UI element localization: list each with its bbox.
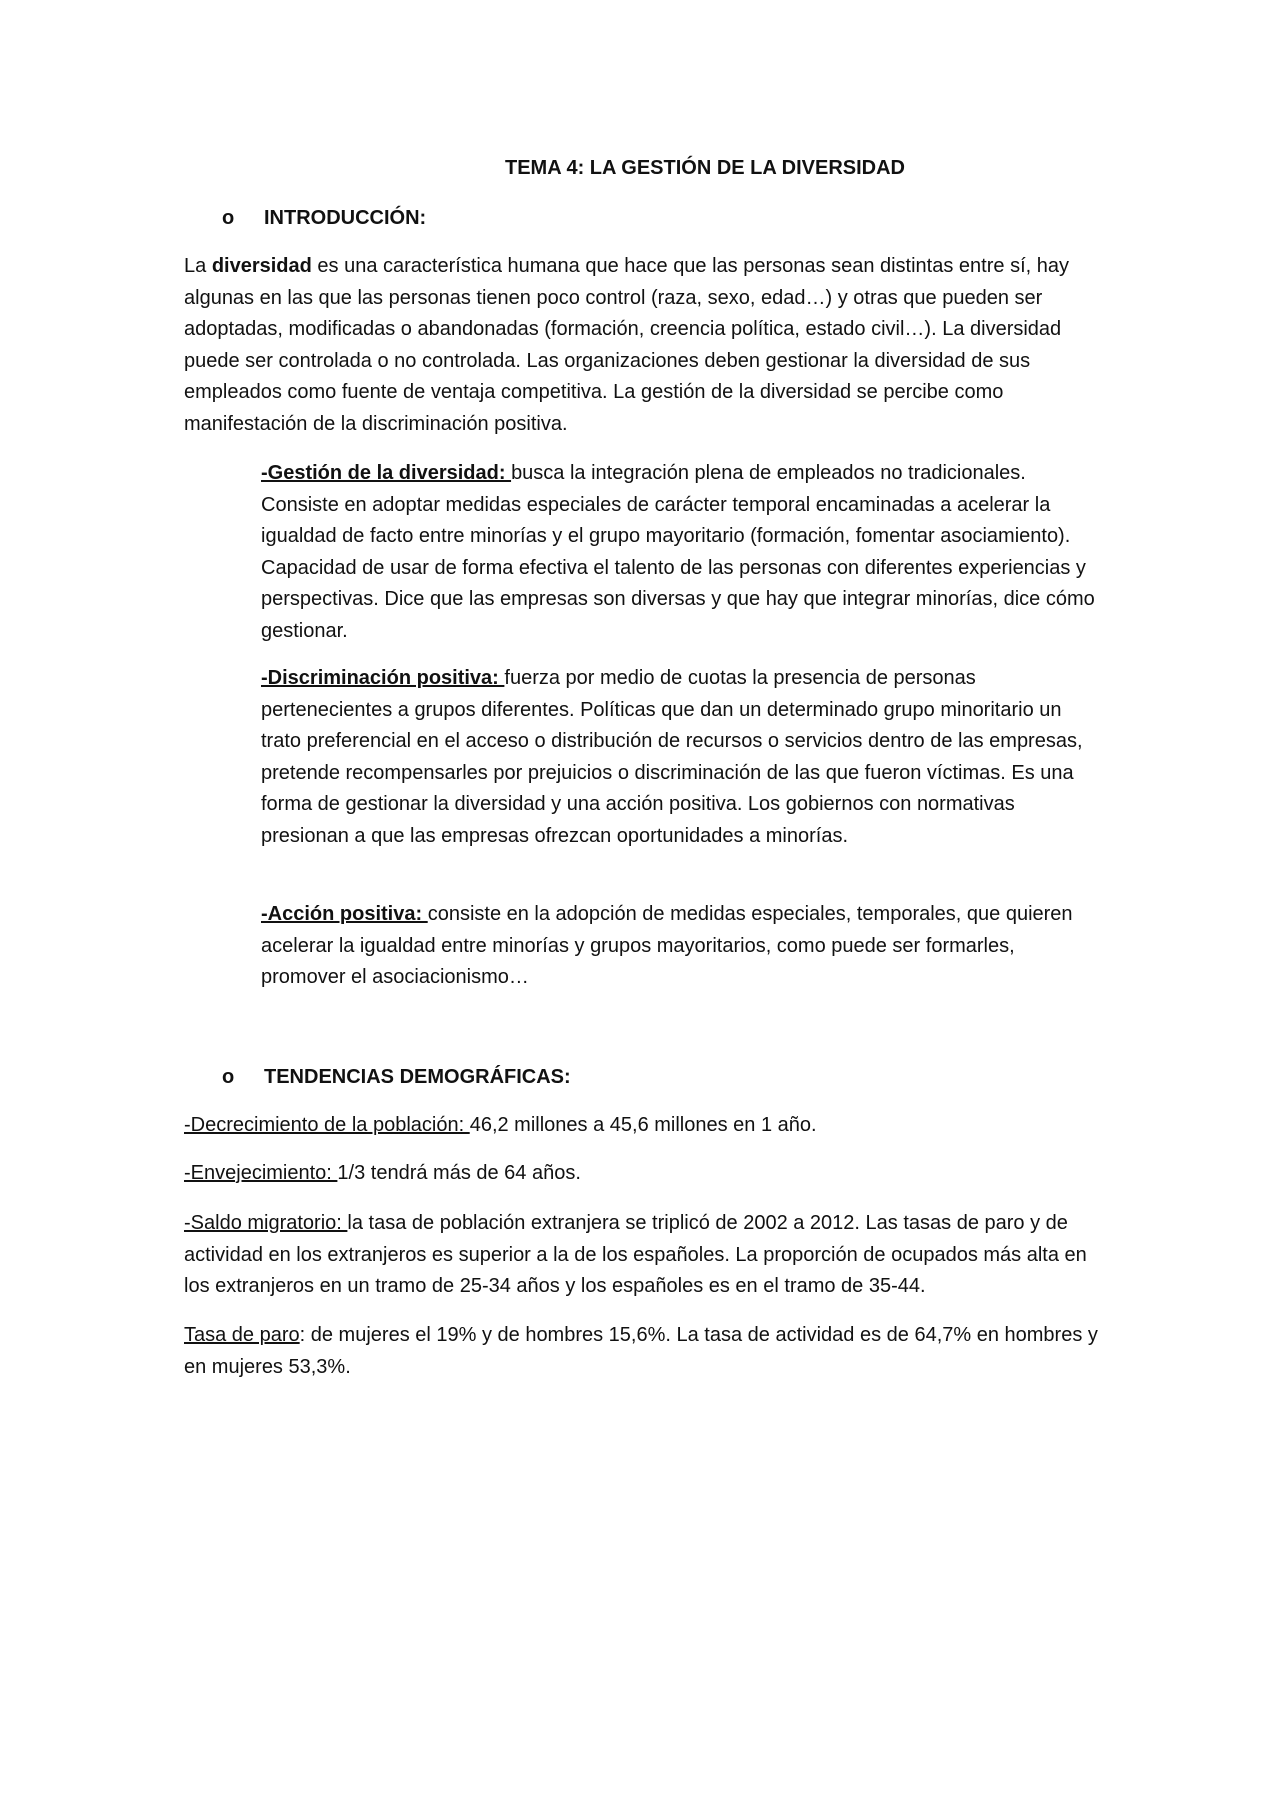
trend-label: Tasa de paro	[184, 1324, 300, 1346]
definition-text: fuerza por medio de cuotas la presencia de personas pertenecientes a grupos diferentes. Políticas que dan un determinado grupo minoritario un trato preferencial en el acceso o distribución de recursos o servicios dentro de las empresas, pretende recompensarles por prejuicios o discriminación de las que fueron víctimas. Es una forma de gestionar la diversidad y una acción positiva. Los gobiernos con normativas presionan a que las empresas ofrezcan oportunidades a minorías.	[261, 667, 1083, 847]
definition-text: busca la integración plena de empleados no tradicionales. Consiste en adoptar medidas especiales de carácter temporal encaminadas a acelerar la igualdad de facto entre minorías y el grupo mayoritario (formación, fomentar asociamiento). Capacidad de usar de forma efectiva el talento de las personas con diferentes experiencias y perspectivas. Dice que las empresas son diversas y que hay que integrar minorías, dice cómo gestionar.	[261, 462, 1095, 642]
definition-gestion-diversidad	[261, 458, 1104, 647]
trend-text: : de mujeres el 19% y de hombres 15,6%. La tasa de actividad es de 64,7% en hombres y en mujeres 53,3%.	[184, 1324, 1098, 1378]
definition-label: -Discriminación positiva:	[261, 667, 505, 689]
trend-decrecimiento	[184, 1110, 1104, 1142]
trend-text: 46,2 millones a 45,6 millones en 1 año.	[469, 1114, 817, 1136]
intro-text-start: La	[184, 255, 212, 277]
section-heading-label: TENDENCIAS DEMOGRÁFICAS:	[264, 1066, 571, 1088]
section-heading-introduccion	[222, 204, 426, 232]
definition-label: -Acción positiva:	[261, 903, 428, 925]
definition-text: consiste en la adopción de medidas especiales, temporales, que quieren acelerar la igualdad entre minorías y grupos mayoritarios, como puede ser formarles, promover el asociacionismo…	[261, 903, 1073, 988]
document-title: TEMA 4: LA GESTIÓN DE LA DIVERSIDAD	[504, 157, 906, 179]
trend-label: -Envejecimiento:	[184, 1162, 338, 1184]
intro-paragraph	[184, 251, 1104, 440]
definition-label: -Gestión de la diversidad:	[261, 462, 512, 484]
definition-discriminacion-positiva	[261, 663, 1104, 852]
definition-accion-positiva	[261, 899, 1104, 994]
trend-label: -Saldo migratorio:	[184, 1212, 348, 1234]
section-heading-tendencias	[222, 1063, 571, 1091]
bullet-icon: o	[222, 207, 235, 229]
intro-text-rest: es una característica humana que hace que las personas sean distintas entre sí, hay algunas en las que las personas tienen poco control (raza, sexo, edad…) y otras que pueden ser adoptadas, modificadas o abandonadas (formación, creencia política, estado civil…). La diversidad puede ser controlada o no controlada. Las organizaciones deben gestionar la diversidad de sus empleados como fuente de ventaja competitiva. La gestión de la diversidad se percibe como manifestación de la discriminación positiva.	[184, 255, 1069, 435]
trend-label: -Decrecimiento de la población:	[184, 1114, 470, 1136]
intro-keyword: diversidad	[211, 255, 312, 277]
trend-tasa-paro	[184, 1320, 1104, 1383]
trend-saldo-migratorio	[184, 1208, 1104, 1303]
section-heading-label: INTRODUCCIÓN:	[264, 207, 427, 229]
trend-text: 1/3 tendrá más de 64 años.	[337, 1162, 581, 1184]
trend-envejecimiento	[184, 1158, 1104, 1190]
trend-text: la tasa de población extranjera se triplicó de 2002 a 2012. Las tasas de paro y de actividad en los extranjeros es superior a la de los españoles. La proporción de ocupados más alta en los extranjeros en un tramo de 25-34 años y los españoles es en el tramo de 35-44.	[184, 1212, 1087, 1297]
bullet-icon: o	[222, 1066, 235, 1088]
